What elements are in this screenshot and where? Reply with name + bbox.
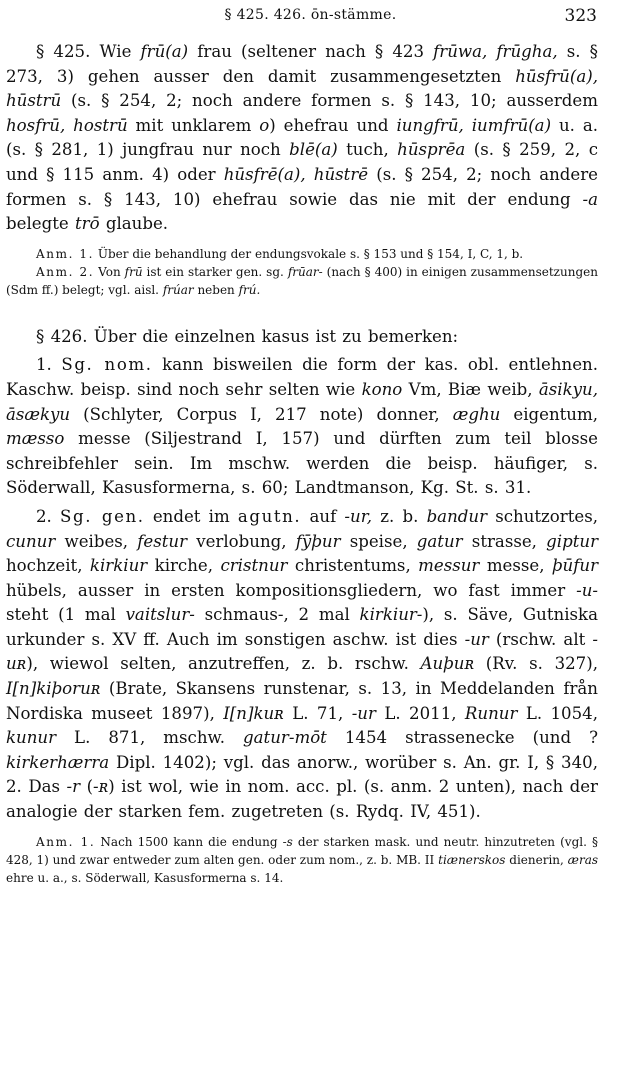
- spaced-run: Anm. 1.: [36, 246, 95, 261]
- italic-run: blē(a): [289, 140, 338, 160]
- italic-run: cristnur: [220, 556, 288, 576]
- text-run: Vm, Biæ weib,: [402, 379, 539, 399]
- text-run: u. a. (s. § 281, 1) jungfrau nur noch: [6, 115, 599, 160]
- text-run: (s. § 259, 2, c und § 115 anm. 4) oder: [6, 140, 598, 184]
- italic-run: -ur: [464, 629, 489, 649]
- spaced-run: Anm. 1.: [36, 834, 96, 849]
- text-run: kirche,: [147, 556, 221, 576]
- text-run: neben: [193, 282, 239, 297]
- italic-run: Runur: [464, 703, 518, 723]
- text-run: eigentum,: [500, 404, 598, 424]
- text-run: glaube.: [99, 214, 169, 234]
- spaced-run: agutn.: [237, 506, 302, 526]
- text-run: (Brate, Skansens runstenar, s. 13, in Meddelanden från Nordiska museet 1897),: [6, 679, 598, 723]
- italic-run: tiænerskos: [438, 852, 506, 867]
- italic-run: iungfrū, iumfrū(a): [396, 115, 552, 135]
- text-run: kann bisweilen die form der kas. obl. entlehnen. Kaschw. beisp. sind noch sehr selten wie: [6, 355, 599, 399]
- text-run: 1.: [36, 355, 62, 375]
- italic-run: -ur,: [344, 506, 373, 526]
- text-run: Über die behandlung der endungsvokale s. § 153 und § 154, I, C, 1, b.: [94, 246, 524, 261]
- section-426-heading: [6, 325, 598, 350]
- italic-run: fȳþur: [295, 531, 341, 551]
- italic-run: hūstrū: [6, 91, 62, 111]
- italic-run: -u-: [576, 580, 598, 600]
- text-run: ) ehefrau und: [269, 115, 397, 135]
- text-run: (rschw. alt: [488, 629, 593, 649]
- italic-run: -ur: [351, 703, 376, 723]
- text-run: verlobung,: [187, 531, 296, 551]
- running-head: § 425. 426. ōn-stämme.: [224, 7, 397, 23]
- text-run: (nach § 400) in einigen zusammensetzungen (Sdm ff.) belegt; vgl. aisl.: [6, 264, 598, 297]
- italic-run: kono: [361, 379, 403, 399]
- text-run: messe,: [479, 556, 552, 576]
- italic-run: -a: [582, 189, 598, 209]
- italic-run: gatur: [416, 531, 463, 551]
- section-425-paragraph: [6, 40, 598, 237]
- italic-run: trō: [74, 214, 100, 234]
- spaced-run: Sg. nom.: [61, 355, 153, 375]
- italic-run: þūfur: [551, 556, 599, 576]
- text-run: weibes,: [55, 531, 138, 551]
- italic-run: æghu: [452, 404, 501, 424]
- text-run: (Rv. s. 327),: [474, 654, 598, 674]
- italic-run: kunur: [6, 728, 57, 748]
- text-run: christentums,: [287, 556, 419, 576]
- italic-run: hūsprēa: [397, 140, 466, 160]
- text-run: schutzortes,: [487, 506, 598, 526]
- italic-run: Auþuʀ: [420, 654, 475, 674]
- italic-run: -uʀ: [6, 629, 599, 674]
- text-run: (s. § 254, 2; noch andere formen s. § 143, 10) ehefrau sowie das nie mit der endung: [6, 164, 598, 209]
- italic-run: festur: [137, 531, 188, 551]
- text-run: mit unklarem: [127, 115, 260, 135]
- section-426-paragraph-1: [6, 353, 598, 501]
- italic-run: kirkiur: [89, 556, 148, 576]
- text-run: L. 2011,: [375, 703, 465, 723]
- text-run: ) ist wol, wie in nom. acc. pl. (s. anm. 2 unten), nach der analogie der starken fem. zugetreten (s. Rydq. IV, 451).: [6, 777, 598, 822]
- italic-run: bandur: [426, 506, 488, 526]
- text-run: belegte: [6, 214, 75, 234]
- italic-run: kirkiur-: [359, 605, 423, 625]
- italic-run: hūsfrē(a), hūstrē: [223, 164, 369, 184]
- italic-run: I[n]kuʀ: [223, 703, 284, 723]
- italic-run: æras: [567, 852, 598, 867]
- text-run: tuch,: [337, 140, 398, 160]
- italic-run: āsikyu, āsækyu: [6, 379, 598, 424]
- text-run: hübels, ausser in ersten kompositionsgliedern, wo fast immer: [6, 580, 577, 600]
- text-run: s. § 273, 3) gehen ausser den damit zusammengesetzten: [6, 42, 598, 86]
- text-run: L. 871, mschw.: [56, 728, 244, 748]
- text-run: ist ein starker gen. sg.: [142, 264, 288, 279]
- italic-run: frú.: [238, 282, 261, 297]
- italic-run: vaitslur-: [125, 605, 195, 625]
- italic-run: -ʀ: [93, 777, 109, 797]
- italic-run: o: [259, 115, 270, 135]
- italic-run: messur: [418, 556, 480, 576]
- text-run: ehre u. a., s. Söderwall, Kasusformerna s. 14.: [6, 870, 284, 885]
- text-run: § 426. Über die einzelnen kasus ist zu bemerken:: [36, 326, 459, 346]
- section-426-paragraph-2: [6, 505, 598, 825]
- italic-run: mæsso: [6, 429, 65, 449]
- italic-run: hūsfrū(a),: [515, 66, 598, 86]
- text-run: steht (1 mal: [6, 605, 126, 625]
- text-run: Dipl. 1402); vgl. das anorw., worüber s. An. gr. I, § 340, 2. Das: [6, 752, 598, 797]
- italic-run: I[n]kiþoruʀ: [6, 679, 101, 699]
- text-run: 1454 strassenecke (und ?: [326, 728, 598, 748]
- italic-run: -r: [66, 777, 81, 797]
- text-run: L. 71,: [283, 703, 352, 723]
- italic-run: cunur: [6, 531, 56, 551]
- section-425-note-1: [6, 245, 598, 263]
- text-run: (Schlyter, Corpus I, 217 note) donner,: [70, 404, 453, 424]
- text-run: schmaus-, 2 mal: [194, 605, 360, 625]
- section-425-note-2: [6, 263, 598, 299]
- page-header: [0, 4, 621, 28]
- text-run: hochzeit,: [6, 556, 90, 576]
- text-run: L. 1054,: [517, 703, 599, 723]
- text-run: strasse,: [462, 531, 547, 551]
- italic-run: frūar-: [287, 264, 323, 279]
- text-run: frau (seltener nach § 423: [188, 42, 434, 61]
- text-run: endet im: [144, 506, 238, 526]
- text-run: 2.: [36, 506, 61, 526]
- italic-run: hosfrū, hostrū: [6, 115, 128, 135]
- text-run: § 425. Wie: [36, 42, 141, 61]
- text-run: z. b.: [372, 506, 427, 526]
- text-run: Nach 1500 kann die endung: [95, 834, 283, 849]
- text-run: dienerin,: [505, 852, 568, 867]
- text-run: Von: [94, 264, 125, 279]
- italic-run: frū(a): [140, 42, 189, 61]
- italic-run: gatur-mōt: [243, 728, 327, 748]
- italic-run: giptur: [546, 531, 598, 551]
- text-run: ), s. Säve, Gutniska urkunder s. XV ff. Auch im sonstigen aschw. ist dies: [6, 605, 598, 649]
- italic-run: kirkerhærra: [6, 752, 110, 772]
- page-body: [6, 40, 598, 887]
- page-number: 323: [564, 6, 597, 26]
- spaced-run: Sg. gen.: [60, 506, 145, 526]
- text-run: (s. § 254, 2; noch andere formen s. § 143, 10; ausserdem: [61, 91, 598, 111]
- text-run: speise,: [340, 531, 417, 551]
- italic-run: frū: [124, 264, 143, 279]
- italic-run: frúar: [162, 282, 194, 297]
- text-run: messe (Siljestrand I, 157) und dürften zum teil blosse schreibfehler sein. Im mschw. werden die beisp. häufiger, s. Söderwall, Kasusformerna, s. 60; Landtmanson, Kg. St. s. 31.: [6, 429, 598, 498]
- italic-run: -s: [282, 834, 293, 849]
- spaced-run: Anm. 2.: [36, 264, 95, 279]
- section-426-note-1: [6, 833, 598, 887]
- italic-run: frūwa, frūgha,: [433, 42, 558, 61]
- text-run: (: [80, 777, 94, 797]
- text-run: ), wiewol selten, anzutreffen, z. b. rschw.: [26, 654, 421, 674]
- text-run: der starken mask. und neutr. hinzutreten (vgl. § 428, 1) und zwar entweder zum alten gen. oder zum nom., z. b. MB. II: [6, 834, 598, 867]
- text-run: auf: [301, 506, 345, 526]
